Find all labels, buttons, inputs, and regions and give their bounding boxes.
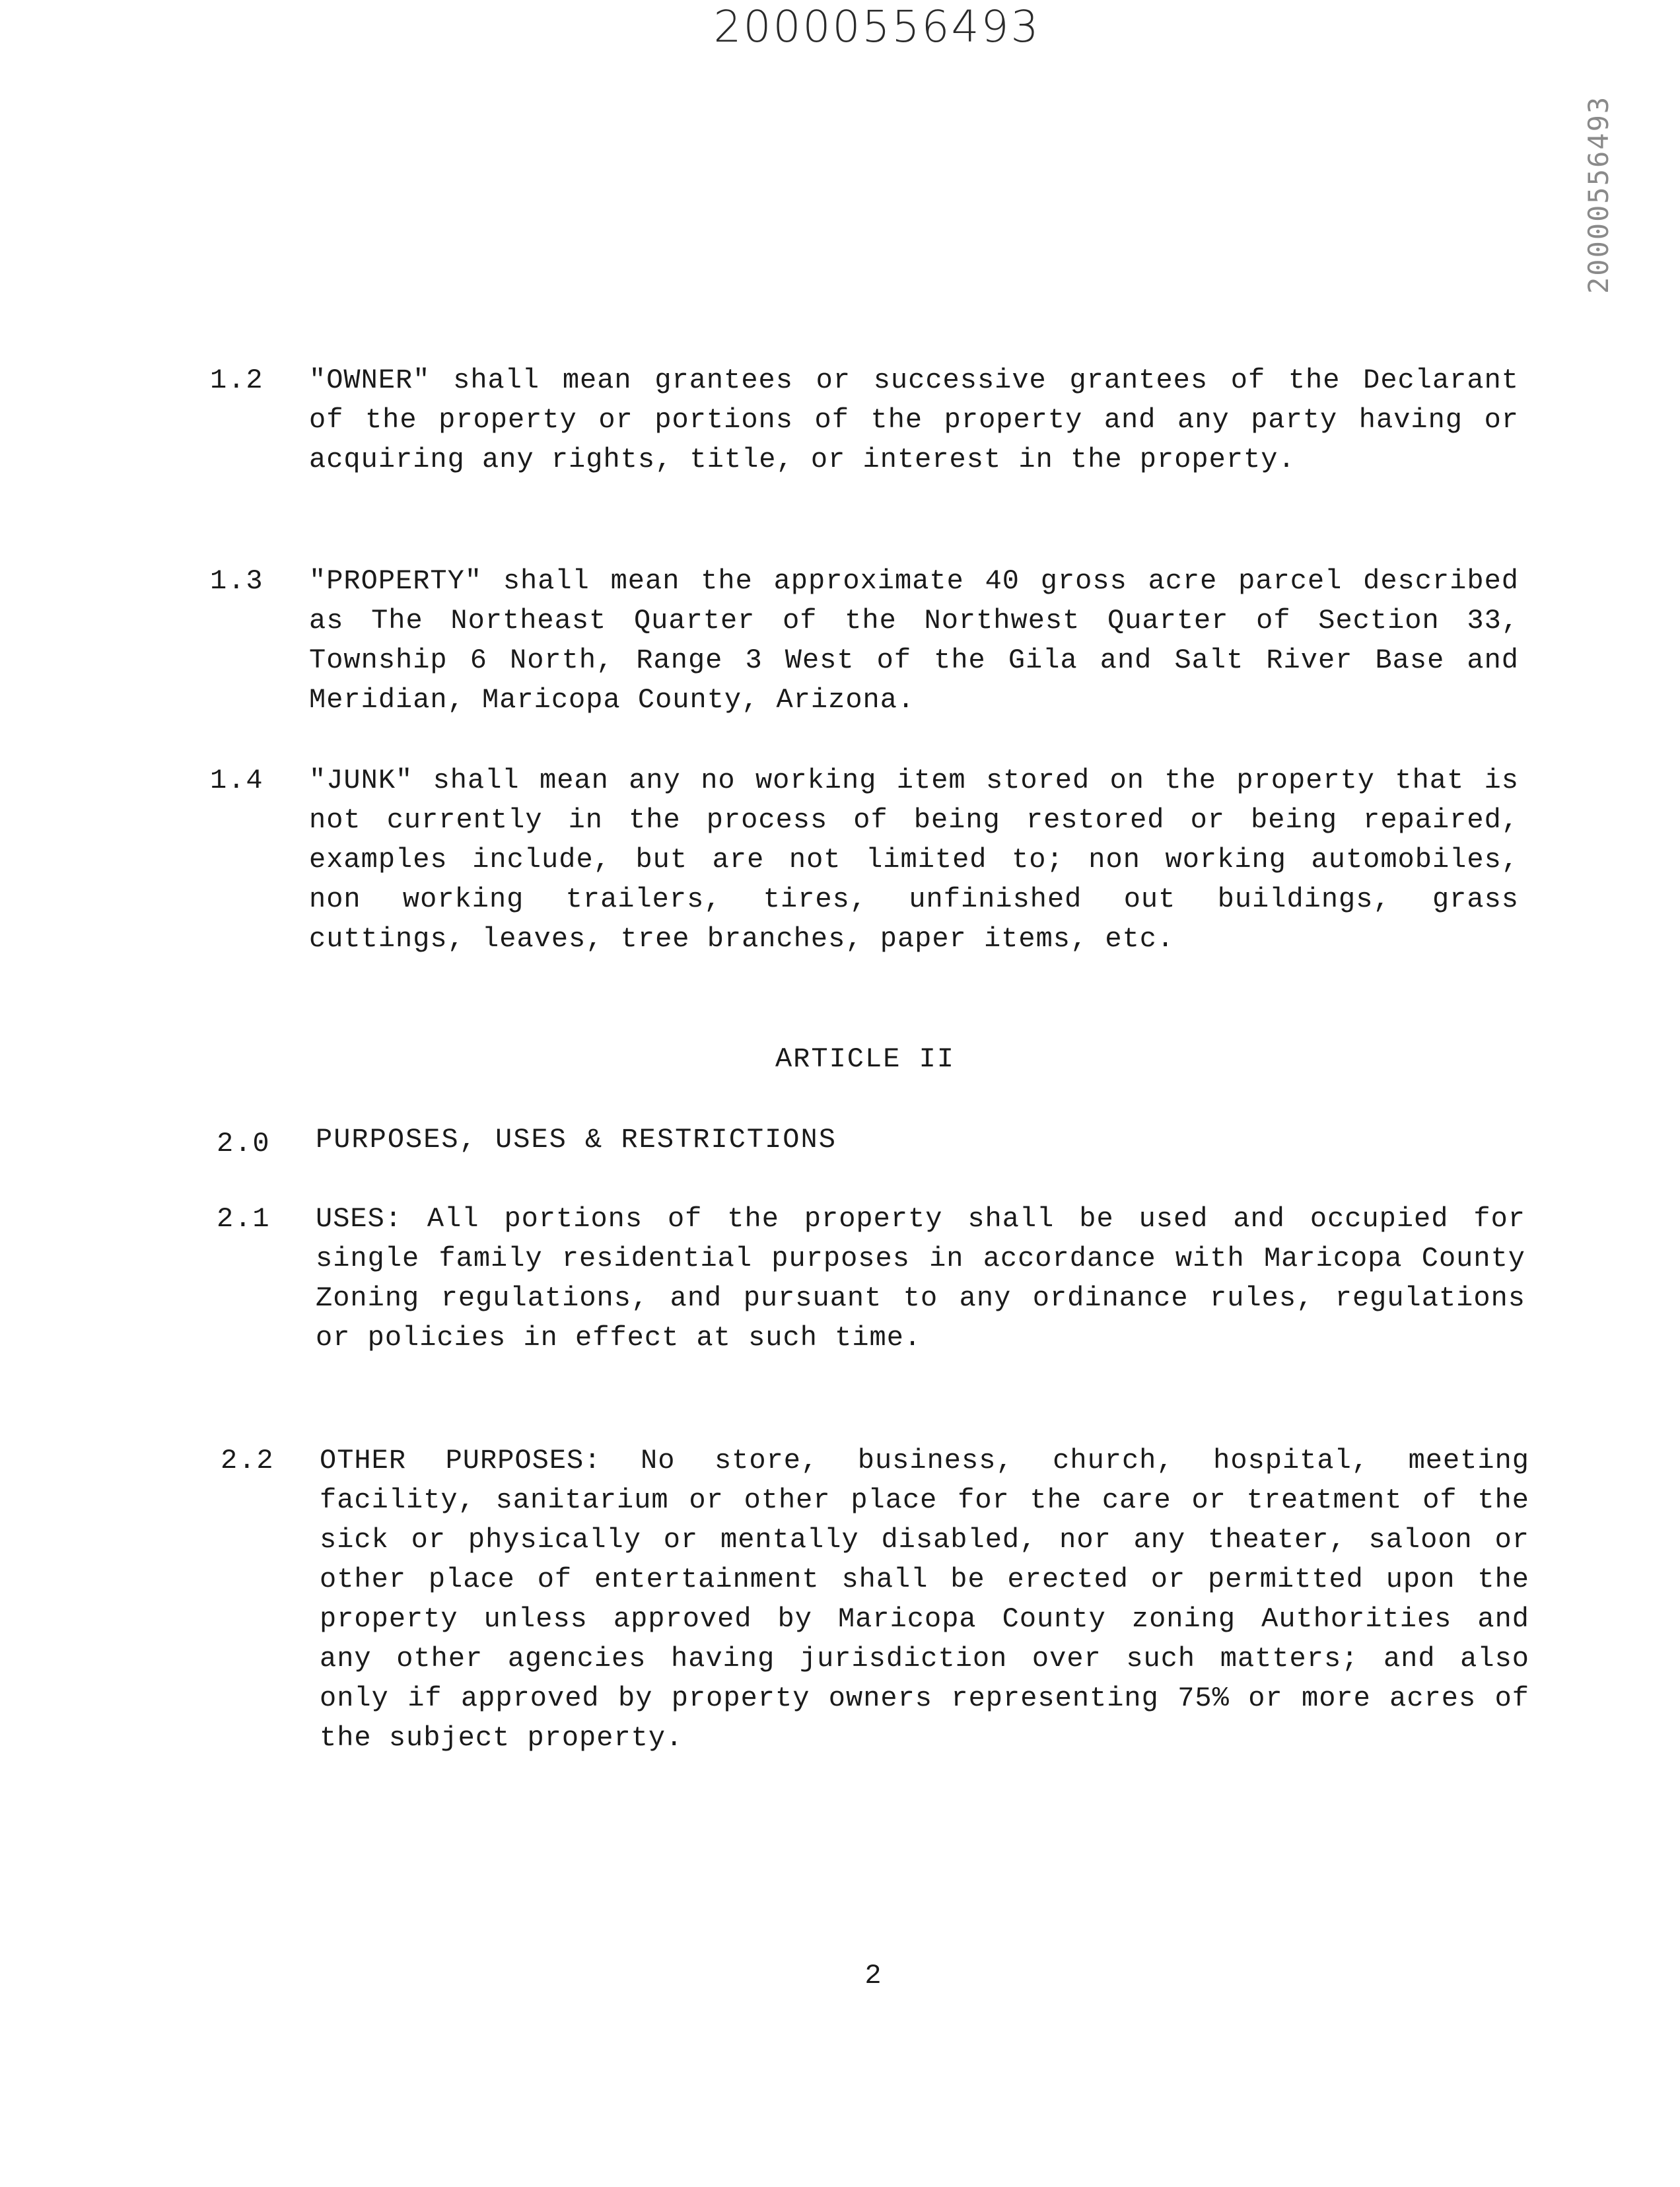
section-number: 1.3 [210,565,264,597]
section-number: 2.0 [217,1128,271,1160]
section-title: PURPOSES, USES & RESTRICTIONS [316,1124,837,1156]
section-text: USES: All portions of the property shall be used and occupied for single family residential purposes in accordance with Maricopa County Zoning regulations, and pursuant to any ordinance rules, regulations or policies in effect at such time. [316,1203,1525,1354]
section-number: 2.2 [221,1445,275,1476]
article-heading: ARTICLE II [775,1043,956,1075]
page-number: 2 [864,1960,882,1992]
section-text: OTHER PURPOSES: No store, business, church, hospital, meeting facility, sanitarium or other place for the care or treatment of the sick or physically or mentally disabled, nor any theater, saloon or other place of entertainment shall be erected or permitted upon the property unless approved by Maricopa County zoning Authorities and any other agencies having jurisdiction over such matters; and also only if approved by property owners representing 75% or more acres of the subject property. [320,1445,1529,1754]
section-text: "JUNK" shall mean any no working item stored on the property that is not currently in the process of being restored or being repaired, examples include, but are not limited to; non working automobiles, non working trailers, tires, unfinished out buildings, grass cuttings, leaves, tree branches, paper items, etc. [309,765,1519,955]
section-number: 1.2 [210,364,264,396]
side-recording-stamp: 20000556493 [1582,95,1615,295]
document-number: 20000556493 [713,1,1041,52]
section-number: 1.4 [210,765,264,796]
section-number: 2.1 [217,1203,271,1235]
section-text: "OWNER" shall mean grantees or successive grantees of the Declarant of the property or portions of the property and any party having or acquiring any rights, title, or interest in the property. [309,364,1519,475]
section-text: "PROPERTY" shall mean the approximate 40 gross acre parcel described as The Northeast Quarter of the Northwest Quarter of Section 33, Township 6 North, Range 3 West of the Gila and Salt River Base and Meridian, Maricopa County, Arizona. [309,565,1519,716]
